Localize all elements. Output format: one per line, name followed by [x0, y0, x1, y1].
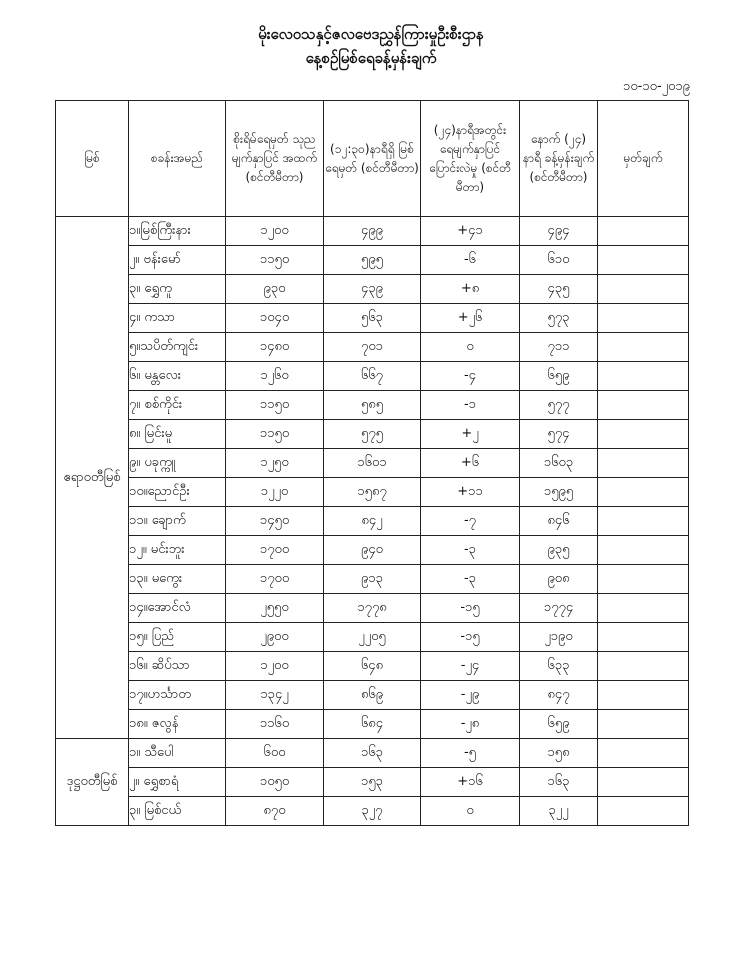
table-row [56, 739, 689, 768]
col-header-danger-level: စိုးရိမ်ရေမှတ် သုညမျက်နှာပြင် အထက် (စင်တီမီတာ) [226, 101, 324, 217]
table-row [56, 420, 689, 449]
remark-cell [598, 478, 689, 507]
change-cell: -၅ [421, 739, 520, 768]
forecast-cell: ၆၁၀ [520, 246, 598, 275]
change-cell: +၂ [421, 420, 520, 449]
river-name-cell: ဧရာဝတီမြစ် [56, 217, 129, 739]
water-level-cell: ၁၆၀၁ [324, 449, 421, 478]
forecast-cell: ၉၀၈ [520, 565, 598, 594]
river-name-cell: ဒုဋ္ဌဝတီမြစ် [56, 739, 129, 826]
header-row [56, 101, 689, 217]
danger-level-cell: ၁၁၆၀ [226, 710, 324, 739]
remark-cell [598, 507, 689, 536]
remark-cell [598, 246, 689, 275]
change-cell: -၃ [421, 565, 520, 594]
remark-cell [598, 275, 689, 304]
table-row [56, 217, 689, 246]
change-cell: ၀ [421, 333, 520, 362]
forecast-cell: ၁၅၈ [520, 739, 598, 768]
remark-cell [598, 710, 689, 739]
remark-cell [598, 565, 689, 594]
danger-level-cell: ၈၇၀ [226, 797, 324, 826]
col-header-river: မြစ် [56, 101, 129, 217]
change-cell: ၀ [421, 797, 520, 826]
change-cell: -၂၉ [421, 681, 520, 710]
station-cell: ၉။ ပခုက္ကူ [129, 449, 226, 478]
change-cell: +၄၁ [421, 217, 520, 246]
change-cell: -၆ [421, 246, 520, 275]
danger-level-cell: ၁၇၀၀ [226, 536, 324, 565]
station-cell: ၁၆။ ဆိပ်သာ [129, 652, 226, 681]
danger-level-cell: ၁၂၆၀ [226, 362, 324, 391]
table-row [56, 449, 689, 478]
remark-cell [598, 681, 689, 710]
station-cell: ၃။ ရွှေကူ [129, 275, 226, 304]
forecast-cell: ၈၄၇ [520, 681, 598, 710]
danger-level-cell: ၉၃၀ [226, 275, 324, 304]
change-cell: -၇ [421, 507, 520, 536]
forecast-cell: ၅၇၃ [520, 304, 598, 333]
water-level-cell: ၉၄၀ [324, 536, 421, 565]
forecast-cell: ၄၉၄ [520, 217, 598, 246]
change-cell: +၁၆ [421, 768, 520, 797]
danger-level-cell: ၁၄၅၀ [226, 507, 324, 536]
water-level-cell: ၈၄၂ [324, 507, 421, 536]
col-header-station: စခန်းအမည် [129, 101, 226, 217]
remark-cell [598, 420, 689, 449]
forecast-cell: ၁၅၉၅ [520, 478, 598, 507]
report-subtitle: နေ့စဉ်မြစ်ရေခန့်မှန်းချက် [305, 49, 437, 67]
water-level-cell: ၁၅၈၇ [324, 478, 421, 507]
table-row [56, 304, 689, 333]
table-row [56, 710, 689, 739]
col-header-remark: မှတ်ချက် [598, 101, 689, 217]
table-row [56, 623, 689, 652]
col-header-forecast: နောက် (၂၄) နာရီ ခန့်မှန်းချက် (စင်တီမီတာ) [520, 101, 598, 217]
station-cell: ၁၂။ မင်းဘူး [129, 536, 226, 565]
change-cell: -၃ [421, 536, 520, 565]
water-level-cell: ၈၆၉ [324, 681, 421, 710]
forecast-cell: ၆၅၉ [520, 710, 598, 739]
forecast-cell: ၄၃၅ [520, 275, 598, 304]
table-row [56, 768, 689, 797]
change-cell: +၆ [421, 449, 520, 478]
water-level-cell: ၆၆၇ [324, 362, 421, 391]
table-row [56, 362, 689, 391]
change-cell: -၄ [421, 362, 520, 391]
table-row [56, 565, 689, 594]
station-cell: ၁၁။ ချောက် [129, 507, 226, 536]
forecast-cell: ၅၇၄ [520, 420, 598, 449]
forecast-cell: ၁၆၀၃ [520, 449, 598, 478]
station-cell: ၁။မြစ်ကြီးနား [129, 217, 226, 246]
forecast-cell: ၂၁၉၀ [520, 623, 598, 652]
col-header-water-level: (၁၂:၃၀)နာရီရှိ မြစ်ရေမှတ် (စင်တီမီတာ) [324, 101, 421, 217]
report-date: ၁၀-၁၀-၂၀၁၉ [623, 79, 690, 94]
remark-cell [598, 797, 689, 826]
change-cell: -၁ [421, 391, 520, 420]
change-cell: -၁၅ [421, 623, 520, 652]
forecast-cell: ၁၆၃ [520, 768, 598, 797]
table-row [56, 478, 689, 507]
danger-level-cell: ၁၂၅၀ [226, 449, 324, 478]
water-level-cell: ၉၁၃ [324, 565, 421, 594]
station-cell: ၇။ စစ်ကိုင်း [129, 391, 226, 420]
danger-level-cell: ၁၇၀၀ [226, 565, 324, 594]
table-row [56, 507, 689, 536]
forecast-cell: ၆၃၃ [520, 652, 598, 681]
table-body [56, 217, 689, 826]
department-title: မိုးလေဝသနှင့်ဇလဗေဒညွှန်ကြားမှုဦးစီးဌာန [258, 25, 484, 43]
station-cell: ၁၄။အောင်လံ [129, 594, 226, 623]
remark-cell [598, 391, 689, 420]
water-level-cell: ၁၆၃ [324, 739, 421, 768]
remark-cell [598, 739, 689, 768]
water-level-cell: ၂၂၀၅ [324, 623, 421, 652]
table-row [56, 536, 689, 565]
table-row [56, 652, 689, 681]
water-level-cell: ၃၂၇ [324, 797, 421, 826]
table-row [56, 594, 689, 623]
danger-level-cell: ၁၀၅၀ [226, 768, 324, 797]
change-cell: -၂၄ [421, 652, 520, 681]
remark-cell [598, 362, 689, 391]
forecast-cell: ၁၇၇၄ [520, 594, 598, 623]
danger-level-cell: ၂၅၅၀ [226, 594, 324, 623]
station-cell: ၈။ မြင်းမူ [129, 420, 226, 449]
station-cell: ၄။ ကသာ [129, 304, 226, 333]
danger-level-cell: ၂၉၀၀ [226, 623, 324, 652]
remark-cell [598, 652, 689, 681]
station-cell: ၆။ မန္တလေး [129, 362, 226, 391]
station-cell: ၁၈။ ဇလွန် [129, 710, 226, 739]
remark-cell [598, 304, 689, 333]
station-cell: ၁၀။ညောင်ဦး [129, 478, 226, 507]
water-level-cell: ၆၄၈ [324, 652, 421, 681]
river-forecast-table [55, 100, 689, 826]
change-cell: -၂၈ [421, 710, 520, 739]
danger-level-cell: ၁၁၅၀ [226, 246, 324, 275]
water-level-cell: ၅၈၅ [324, 391, 421, 420]
water-level-cell: ၇၀၁ [324, 333, 421, 362]
table-row [56, 797, 689, 826]
remark-cell [598, 594, 689, 623]
station-cell: ၁၃။ မကွေး [129, 565, 226, 594]
station-cell: ၂။ ရွှေစာရံ [129, 768, 226, 797]
station-cell: ၂။ ဗန်းမော် [129, 246, 226, 275]
forecast-cell: ၅၇၇ [520, 391, 598, 420]
danger-level-cell: ၁၄၈၀ [226, 333, 324, 362]
remark-cell [598, 333, 689, 362]
water-level-cell: ၄၃၉ [324, 275, 421, 304]
danger-level-cell: ၁၂၀၀ [226, 217, 324, 246]
danger-level-cell: ၁၂၀၀ [226, 652, 324, 681]
water-level-cell: ၁၇၇၈ [324, 594, 421, 623]
water-level-cell: ၅၇၅ [324, 420, 421, 449]
station-cell: ၁။ သီပေါ [129, 739, 226, 768]
danger-level-cell: ၁၁၅၀ [226, 420, 324, 449]
remark-cell [598, 217, 689, 246]
danger-level-cell: ၁၀၄၀ [226, 304, 324, 333]
col-header-change: (၂၄)နာရီအတွင်း ရေမျက်နှာပြင် ပြောင်းလဲမှု (စင်တီမီတာ) [421, 101, 520, 217]
table-row [56, 275, 689, 304]
water-level-cell: ၁၅၃ [324, 768, 421, 797]
forecast-cell: ၉၃၅ [520, 536, 598, 565]
forecast-cell: ၈၄၆ [520, 507, 598, 536]
change-cell: +၁၁ [421, 478, 520, 507]
change-cell: +၂၆ [421, 304, 520, 333]
remark-cell [598, 536, 689, 565]
water-level-cell: ၆၈၄ [324, 710, 421, 739]
station-cell: ၁၇။ဟင်္သာတ [129, 681, 226, 710]
table-row [56, 391, 689, 420]
danger-level-cell: ၁၂၂၀ [226, 478, 324, 507]
station-cell: ၃။ မြစ်ငယ် [129, 797, 226, 826]
forecast-cell: ၃၂၂ [520, 797, 598, 826]
remark-cell [598, 623, 689, 652]
water-level-cell: ၄၉၉ [324, 217, 421, 246]
remark-cell [598, 449, 689, 478]
forecast-cell: ၇၁၁ [520, 333, 598, 362]
table-row [56, 681, 689, 710]
change-cell: +၈ [421, 275, 520, 304]
water-level-cell: ၅၆၃ [324, 304, 421, 333]
water-level-cell: ၅၉၅ [324, 246, 421, 275]
table-row [56, 333, 689, 362]
danger-level-cell: ၆၀၀ [226, 739, 324, 768]
table-row [56, 246, 689, 275]
change-cell: -၁၅ [421, 594, 520, 623]
remark-cell [598, 768, 689, 797]
danger-level-cell: ၁၃၄၂ [226, 681, 324, 710]
station-cell: ၅။သပိတ်ကျင်း [129, 333, 226, 362]
station-cell: ၁၅။ ပြည် [129, 623, 226, 652]
forecast-cell: ၆၅၉ [520, 362, 598, 391]
danger-level-cell: ၁၁၅၀ [226, 391, 324, 420]
